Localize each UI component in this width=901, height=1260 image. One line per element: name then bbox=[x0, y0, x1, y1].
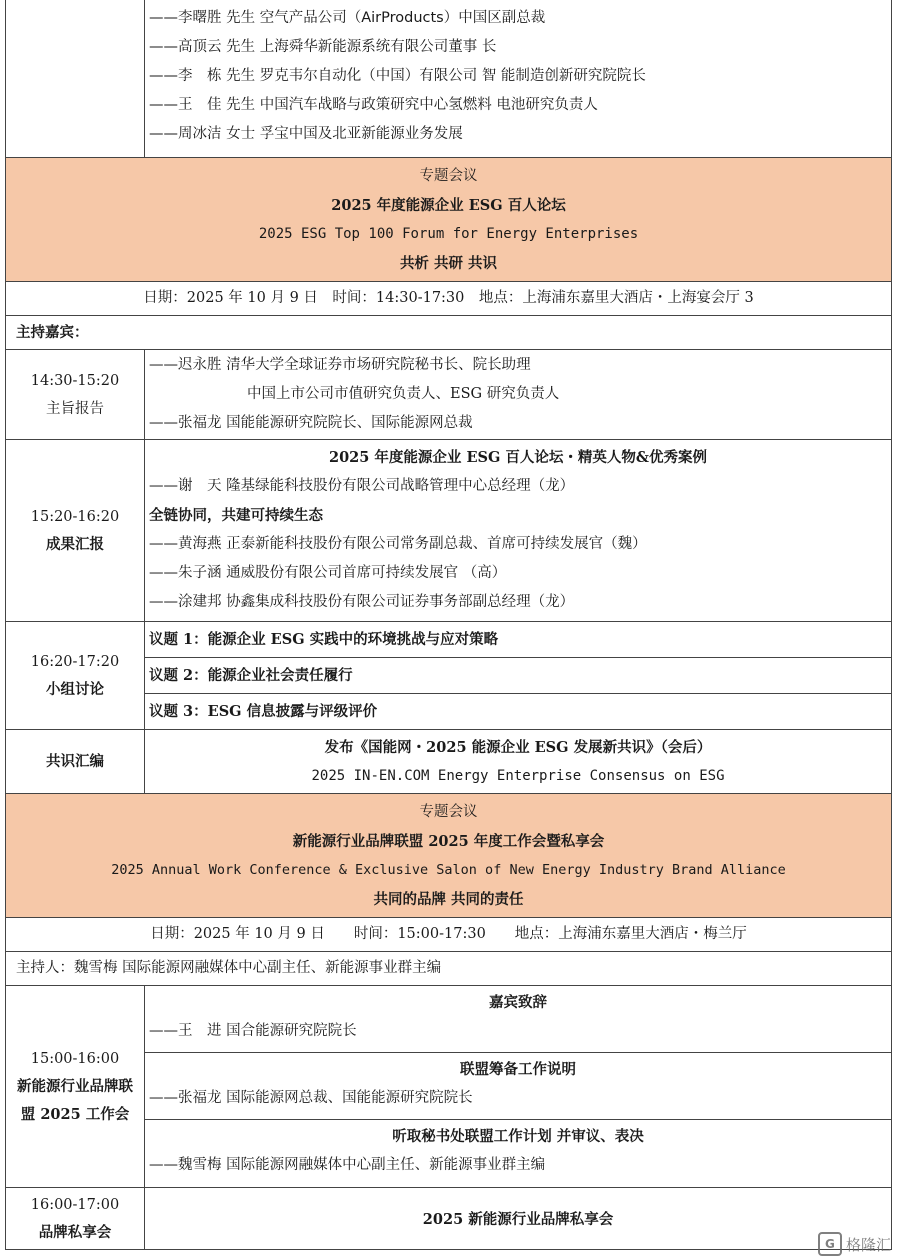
forum1-host-label: 主持嘉宾： bbox=[16, 324, 89, 341]
forum2-info: 日期：2025 年 10 月 9 日 时间：15:00-17:30 地点：上海浦东嘉里大酒店・梅兰厅 bbox=[150, 926, 747, 942]
results-time: 15:20-16:20 bbox=[30, 508, 120, 525]
session1-part bbox=[145, 1122, 891, 1192]
results-subheading: 全链协同，共建可持续生态 bbox=[149, 507, 323, 524]
results-speaker-line: ——黄海燕 正泰新能科技股份有限公司常务副总裁、首席可持续发展官（魏） bbox=[149, 536, 647, 552]
part-speaker: ——王 进 国合能源研究院院长 bbox=[149, 1023, 357, 1039]
speaker-list bbox=[145, 0, 891, 157]
forum2-banner bbox=[5, 794, 892, 918]
keynote-label: 主旨报告 bbox=[46, 400, 104, 417]
speaker-line: ——李曙胜 先生 空气产品公司（AirProducts）中国区副总裁 bbox=[149, 10, 546, 26]
results-content bbox=[145, 440, 891, 621]
speaker-list-row bbox=[5, 0, 892, 158]
speaker-line: ——李 栋 先生 罗克韦尔自动化（中国）有限公司 智 能制造创新研究院院长 bbox=[149, 68, 646, 84]
agenda-table bbox=[5, 0, 892, 1250]
session1-row bbox=[5, 986, 892, 1188]
speaker-line: ——周冰洁 女士 孚宝中国及北亚新能源业务发展 bbox=[149, 126, 463, 142]
forum2-host: 主持人：魏雪梅 国际能源网融媒体中心副主任、新能源事业群主编 bbox=[16, 960, 442, 976]
forum2-title: 新能源行业品牌联盟 2025 年度工作会暨私享会 bbox=[292, 832, 605, 850]
consensus-row bbox=[5, 730, 892, 794]
group-time: 16:20-17:20 bbox=[30, 653, 120, 670]
keynote-speaker-line: ——张福龙 国能能源研究院院长、国际能源网总裁 bbox=[149, 415, 473, 431]
group-topic: 议题 2：能源企业社会责任履行 bbox=[145, 658, 891, 694]
watermark-text: 格隆汇 bbox=[845, 1235, 891, 1254]
session2-label: 品牌私享会 bbox=[38, 1223, 112, 1241]
forum2-slogan: 共同的品牌 共同的责任 bbox=[373, 890, 524, 908]
speaker-line: ——王 佳 先生 中国汽车战略与政策研究中心氢燃料 电池研究负责人 bbox=[149, 97, 598, 113]
empty-left-cell bbox=[6, 0, 145, 157]
part-speaker: ——张福龙 国际能源网总裁、国能能源研究院院长 bbox=[149, 1090, 473, 1106]
forum1-banner bbox=[5, 158, 892, 282]
part-heading: 联盟筹备工作说明 bbox=[460, 1061, 576, 1078]
session1-part bbox=[145, 988, 891, 1053]
forum1-info: 日期：2025 年 10 月 9 日 时间：14:30-17:30 地点：上海浦东嘉里大酒店・上海宴会厅 3 bbox=[143, 290, 754, 306]
group-row bbox=[5, 622, 892, 730]
keynote-speaker-line: 中国上市公司市值研究负责人、ESG 研究负责人 bbox=[247, 386, 560, 402]
results-row bbox=[5, 440, 892, 622]
session1-left bbox=[6, 986, 145, 1187]
forum2-title-en: 2025 Annual Work Conference & Exclusive Salon of New Energy Industry Brand Alliance bbox=[111, 861, 786, 878]
forum2-info-row bbox=[5, 918, 892, 952]
session1-content bbox=[145, 986, 891, 1187]
keynote-row bbox=[5, 350, 892, 440]
results-speaker-line: ——朱子涵 通威股份有限公司首席可持续发展官 （高） bbox=[149, 565, 507, 581]
session2-left bbox=[6, 1188, 145, 1249]
part-speaker: ——魏雪梅 国际能源网融媒体中心副主任、新能源事业群主编 bbox=[149, 1157, 546, 1173]
speaker-line: ——高顶云 先生 上海舜华新能源系统有限公司董事 长 bbox=[149, 39, 497, 55]
watermark bbox=[818, 1232, 891, 1256]
session1-part bbox=[145, 1055, 891, 1120]
forum1-title-en: 2025 ESG Top 100 Forum for Energy Enterprises bbox=[258, 225, 639, 242]
session2-title: 2025 新能源行业品牌私享会 bbox=[422, 1211, 614, 1228]
consensus-label: 共识汇编 bbox=[6, 730, 145, 793]
forum1-title: 2025 年度能源企业 ESG 百人论坛 bbox=[331, 196, 566, 214]
group-topic: 议题 3：ESG 信息披露与评级评价 bbox=[149, 703, 378, 720]
results-label: 成果汇报 bbox=[46, 535, 104, 553]
forum2-host-row bbox=[5, 952, 892, 986]
results-speaker-line: ——谢 天 隆基绿能科技股份有限公司战略管理中心总经理（龙） bbox=[149, 478, 575, 494]
forum1-tag: 专题会议 bbox=[419, 167, 478, 184]
results-heading: 2025 年度能源企业 ESG 百人论坛・精英人物&优秀案例 bbox=[329, 449, 707, 466]
group-label: 小组讨论 bbox=[46, 680, 104, 698]
group-topic: 议题 1：能源企业 ESG 实践中的环境挑战与应对策略 bbox=[145, 622, 891, 658]
consensus-line2: 2025 IN-EN.COM Energy Enterprise Consensus on ESG bbox=[311, 768, 725, 784]
forum2-tag: 专题会议 bbox=[419, 803, 478, 820]
consensus-content bbox=[145, 730, 891, 793]
gelonghui-logo-icon: G bbox=[818, 1232, 842, 1256]
forum1-slogan: 共析 共研 共识 bbox=[399, 254, 498, 272]
session1-time: 15:00-16:00 bbox=[30, 1050, 120, 1067]
session2-row bbox=[5, 1188, 892, 1250]
results-left bbox=[6, 440, 145, 621]
keynote-content bbox=[145, 350, 891, 439]
keynote-left bbox=[6, 350, 145, 439]
forum1-info-row bbox=[5, 282, 892, 316]
group-topics bbox=[145, 622, 891, 729]
keynote-speaker-line: ——迟永胜 清华大学全球证券市场研究院秘书长、院长助理 bbox=[149, 357, 531, 373]
keynote-time: 14:30-15:20 bbox=[30, 372, 120, 389]
consensus-line1: 发布《国能网・2025 能源企业 ESG 发展新共识》（会后） bbox=[324, 739, 712, 756]
session2-content bbox=[145, 1188, 891, 1249]
part-heading: 嘉宾致辞 bbox=[489, 994, 547, 1011]
group-left bbox=[6, 622, 145, 729]
part-heading: 听取秘书处联盟工作计划 并审议、表决 bbox=[392, 1128, 644, 1145]
session2-time: 16:00-17:00 bbox=[30, 1196, 120, 1213]
session1-label: 新能源行业品牌联盟 2025 工作会 bbox=[17, 1077, 133, 1123]
results-speaker-line: ——涂建邦 协鑫集成科技股份有限公司证券事务部副总经理（龙） bbox=[149, 594, 575, 610]
forum1-host-row bbox=[5, 316, 892, 350]
